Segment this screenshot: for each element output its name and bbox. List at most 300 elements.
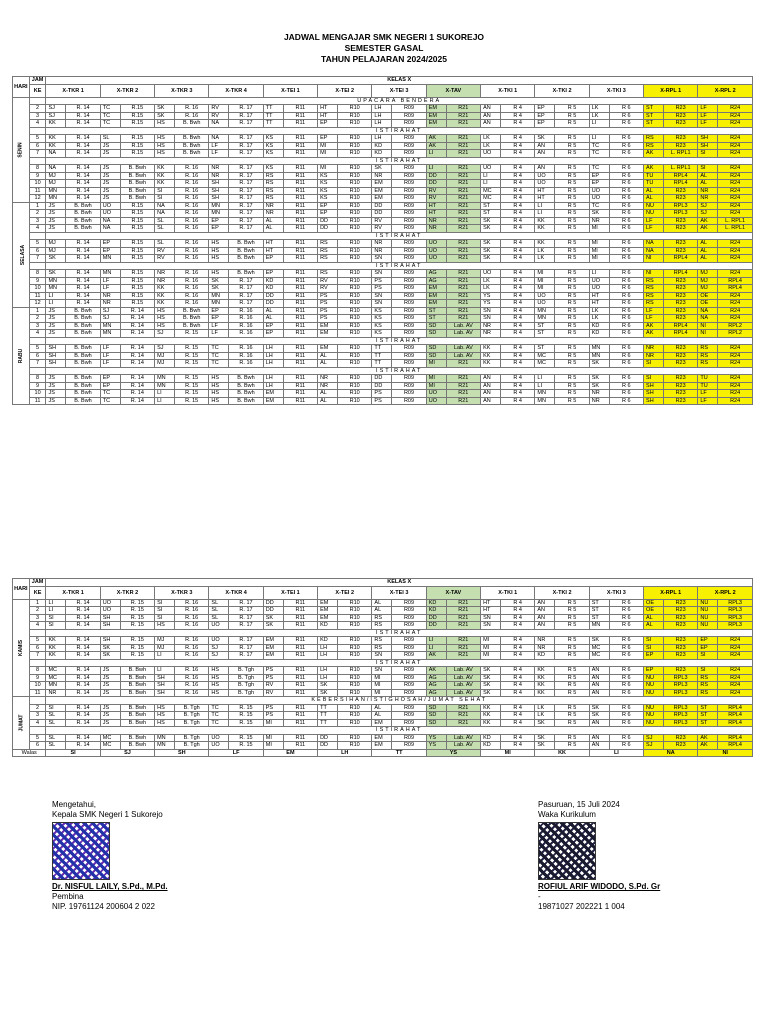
room-code: R. 14 bbox=[66, 607, 100, 615]
teacher-code: KK bbox=[46, 142, 66, 150]
room-code: R. 14 bbox=[120, 352, 154, 360]
teacher-code: RS bbox=[644, 285, 664, 293]
break-note: ISTIRAHAT bbox=[46, 232, 753, 240]
teacher-code: ST bbox=[426, 315, 446, 323]
room-code: R. 16 bbox=[174, 674, 208, 682]
header-row-1 bbox=[13, 77, 753, 85]
teacher-code: EP bbox=[263, 255, 283, 263]
teacher-code: SJ bbox=[100, 315, 120, 323]
room-code: B. Bwh bbox=[66, 202, 100, 210]
period-number: 11 bbox=[29, 187, 46, 195]
room-code: R. 14 bbox=[66, 277, 100, 285]
room-code: R24 bbox=[718, 375, 753, 383]
teacher-code: EP bbox=[318, 210, 338, 218]
teacher-code: AG bbox=[426, 674, 446, 682]
teacher-code: SN bbox=[372, 292, 392, 300]
teacher-code: HS bbox=[155, 622, 175, 630]
teacher-code: EP bbox=[698, 644, 718, 652]
teacher-code: LI bbox=[426, 165, 446, 173]
room-code: R10 bbox=[337, 210, 371, 218]
room-code: R 6 bbox=[609, 352, 643, 360]
teacher-code: NU bbox=[644, 682, 664, 690]
teacher-code: UO bbox=[481, 165, 501, 173]
teacher-code: SN bbox=[372, 300, 392, 308]
lesson-row bbox=[13, 607, 753, 615]
teacher-code: NU bbox=[698, 614, 718, 622]
room-code: R11 bbox=[283, 682, 317, 690]
room-code: R 4 bbox=[500, 240, 534, 248]
teacher-code: JS bbox=[46, 330, 66, 338]
period-number bbox=[29, 367, 46, 375]
teacher-code: MI bbox=[318, 165, 338, 173]
teacher-code: LH bbox=[372, 105, 392, 113]
room-code: B. Bwh bbox=[229, 382, 263, 390]
period-number: 9 bbox=[29, 172, 46, 180]
room-code: R24 bbox=[718, 644, 753, 652]
teacher-code: UO bbox=[589, 187, 609, 195]
room-code: R10 bbox=[337, 172, 371, 180]
teacher-code: LF bbox=[698, 112, 718, 120]
teacher-code: UO bbox=[100, 202, 120, 210]
room-code: R11 bbox=[283, 240, 317, 248]
teacher-code: RS bbox=[263, 195, 283, 203]
teacher-code: EM bbox=[372, 195, 392, 203]
room-code: B. Tgh bbox=[229, 674, 263, 682]
teacher-code: MI bbox=[263, 742, 283, 750]
teacher-code: AK bbox=[426, 135, 446, 143]
teacher-code: HS bbox=[209, 689, 229, 697]
teacher-code: SI bbox=[698, 667, 718, 675]
teacher-code: TT bbox=[318, 704, 338, 712]
room-code: R.15 bbox=[120, 225, 154, 233]
teacher-code: HS bbox=[155, 719, 175, 727]
teacher-code: AK bbox=[698, 742, 718, 750]
lesson-row bbox=[13, 195, 753, 203]
teacher-code: SK bbox=[209, 277, 229, 285]
room-code: R09 bbox=[392, 300, 426, 308]
teacher-code: SK bbox=[318, 682, 338, 690]
lesson-row bbox=[13, 135, 753, 143]
teacher-code: DD bbox=[318, 225, 338, 233]
teacher-code: HT bbox=[263, 247, 283, 255]
room-code: R. 14 bbox=[120, 307, 154, 315]
teacher-code: MC bbox=[535, 352, 555, 360]
room-code: B. Tgh bbox=[229, 667, 263, 675]
teacher-code: RV bbox=[426, 195, 446, 203]
teacher-code: EM bbox=[372, 180, 392, 188]
teacher-code: NR bbox=[589, 397, 609, 405]
room-code: R09 bbox=[392, 689, 426, 697]
teacher-code: MN bbox=[589, 622, 609, 630]
kelas-header: KELAS X bbox=[46, 77, 753, 85]
room-code: R 5 bbox=[555, 704, 589, 712]
teacher-code: KK bbox=[46, 644, 66, 652]
lesson-row bbox=[13, 667, 753, 675]
teacher-code: LF bbox=[100, 285, 120, 293]
teacher-code: TT bbox=[263, 105, 283, 113]
room-code: R23 bbox=[663, 142, 697, 150]
room-code: R09 bbox=[392, 112, 426, 120]
lesson-row bbox=[13, 105, 753, 113]
teacher-code: TC bbox=[589, 165, 609, 173]
room-code: R 6 bbox=[609, 150, 643, 158]
teacher-code: HS bbox=[155, 150, 175, 158]
room-code: R24 bbox=[718, 345, 753, 353]
room-code: R 5 bbox=[555, 360, 589, 368]
room-code: R 5 bbox=[555, 195, 589, 203]
class-header: X-TKR 3 bbox=[155, 84, 209, 97]
room-code: R. 16 bbox=[174, 247, 208, 255]
teacher-code: SJ bbox=[155, 345, 175, 353]
teacher-code: SD bbox=[426, 704, 446, 712]
room-code: B. Bwh bbox=[66, 360, 100, 368]
teacher-code: NA bbox=[155, 202, 175, 210]
room-code: R 4 bbox=[500, 150, 534, 158]
teacher-code: ST bbox=[698, 712, 718, 720]
teacher-code: MJ bbox=[698, 270, 718, 278]
teacher-code: EM bbox=[263, 637, 283, 645]
room-code: R23 bbox=[663, 247, 697, 255]
teacher-code: JS bbox=[100, 674, 120, 682]
teacher-code: MJ bbox=[155, 360, 175, 368]
room-code: R. 15 bbox=[229, 734, 263, 742]
teacher-code: KK bbox=[535, 225, 555, 233]
teacher-code: LK bbox=[535, 247, 555, 255]
teacher-code: EP bbox=[644, 667, 664, 675]
teacher-code: YS bbox=[426, 734, 446, 742]
teacher-code: SL bbox=[46, 719, 66, 727]
room-code: R 5 bbox=[555, 719, 589, 727]
room-code: R10 bbox=[337, 322, 371, 330]
room-code: R10 bbox=[337, 142, 371, 150]
room-code: R 6 bbox=[609, 255, 643, 263]
room-code: R 6 bbox=[609, 105, 643, 113]
room-code: B. Bwh bbox=[120, 712, 154, 720]
jam-header: JAM bbox=[29, 77, 46, 85]
room-code: R. 17 bbox=[229, 607, 263, 615]
room-code: L. RPL1 bbox=[718, 225, 753, 233]
teacher-code: MN bbox=[46, 277, 66, 285]
room-code: B. Bwh bbox=[66, 352, 100, 360]
teacher-code: KK bbox=[481, 360, 501, 368]
room-code: R 5 bbox=[555, 734, 589, 742]
teacher-code: TC bbox=[100, 397, 120, 405]
lesson-row bbox=[13, 210, 753, 218]
room-code: R10 bbox=[337, 165, 371, 173]
break-row bbox=[13, 97, 753, 105]
room-code: B. Bwh bbox=[174, 307, 208, 315]
lesson-row bbox=[13, 120, 753, 128]
room-code: R23 bbox=[663, 397, 697, 405]
teacher-code: SL bbox=[155, 225, 175, 233]
teacher-code: LF bbox=[209, 322, 229, 330]
period-number: 6 bbox=[29, 247, 46, 255]
room-code: R24 bbox=[718, 172, 753, 180]
teacher-code: EP bbox=[209, 217, 229, 225]
teacher-code: RV bbox=[318, 277, 338, 285]
teacher-code: EM bbox=[318, 614, 338, 622]
room-code: R10 bbox=[337, 375, 371, 383]
teacher-code: HS bbox=[155, 704, 175, 712]
teacher-code: NA bbox=[644, 240, 664, 248]
teacher-code: NU bbox=[698, 607, 718, 615]
walas-value: LI bbox=[589, 749, 643, 757]
room-code: R23 bbox=[663, 375, 697, 383]
room-code: R 4 bbox=[500, 390, 534, 398]
room-code: R. 14 bbox=[66, 187, 100, 195]
teacher-code: MN bbox=[209, 292, 229, 300]
room-code: R09 bbox=[392, 674, 426, 682]
teacher-code: RV bbox=[263, 682, 283, 690]
room-code: R09 bbox=[392, 637, 426, 645]
teacher-code: JS bbox=[46, 322, 66, 330]
teacher-code: MC bbox=[46, 667, 66, 675]
teacher-code: RS bbox=[318, 247, 338, 255]
walas-row bbox=[13, 749, 753, 757]
room-code: R 6 bbox=[609, 195, 643, 203]
room-code: R 5 bbox=[555, 142, 589, 150]
teacher-code: LK bbox=[589, 112, 609, 120]
teacher-code: EM bbox=[318, 599, 338, 607]
room-code: R11 bbox=[283, 270, 317, 278]
teacher-code: UO bbox=[209, 742, 229, 750]
teacher-code: SK bbox=[481, 689, 501, 697]
teacher-code: AN bbox=[535, 614, 555, 622]
teacher-code: AL bbox=[318, 397, 338, 405]
room-code: R. 14 bbox=[120, 345, 154, 353]
period-number: 12 bbox=[29, 300, 46, 308]
teacher-code: DD bbox=[263, 607, 283, 615]
room-code: R 4 bbox=[500, 375, 534, 383]
teacher-code: KK bbox=[535, 667, 555, 675]
teacher-code: NU bbox=[644, 704, 664, 712]
room-code: R21 bbox=[446, 360, 480, 368]
teacher-code: KD bbox=[589, 322, 609, 330]
teacher-code: JS bbox=[46, 390, 66, 398]
teacher-code: EM bbox=[372, 742, 392, 750]
room-code: R23 bbox=[663, 240, 697, 248]
teacher-code: HT bbox=[589, 292, 609, 300]
teacher-code: MN bbox=[209, 300, 229, 308]
room-code: R. 17 bbox=[229, 150, 263, 158]
room-code: R21 bbox=[446, 195, 480, 203]
teacher-code: LH bbox=[318, 667, 338, 675]
class-header: X-TEI 2 bbox=[318, 586, 372, 599]
period-number bbox=[29, 232, 46, 240]
room-code: B. Bwh bbox=[120, 667, 154, 675]
room-code: RPL4 bbox=[718, 712, 753, 720]
teacher-code: MI bbox=[426, 360, 446, 368]
room-code: R. 16 bbox=[174, 202, 208, 210]
teacher-code: ST bbox=[644, 105, 664, 113]
teacher-code: SH bbox=[644, 397, 664, 405]
teacher-code: LF bbox=[644, 217, 664, 225]
room-code: R 6 bbox=[609, 682, 643, 690]
teacher-code: MN bbox=[100, 330, 120, 338]
lesson-row bbox=[13, 187, 753, 195]
room-code: R21 bbox=[446, 172, 480, 180]
room-code: R 5 bbox=[555, 307, 589, 315]
room-code: R10 bbox=[337, 719, 371, 727]
teacher-code: UO bbox=[535, 172, 555, 180]
room-code: R 4 bbox=[500, 202, 534, 210]
room-code: R 4 bbox=[500, 300, 534, 308]
teacher-code: HS bbox=[209, 674, 229, 682]
teacher-code: MI bbox=[589, 240, 609, 248]
room-code: R. 15 bbox=[229, 704, 263, 712]
room-code: R21 bbox=[446, 180, 480, 188]
room-code: B. Tgh bbox=[174, 742, 208, 750]
teacher-code: JS bbox=[46, 307, 66, 315]
room-code: R 6 bbox=[609, 360, 643, 368]
lesson-row bbox=[13, 150, 753, 158]
room-code: R 4 bbox=[500, 195, 534, 203]
teacher-code: UO bbox=[481, 270, 501, 278]
break-row bbox=[13, 629, 753, 637]
room-code: R09 bbox=[392, 240, 426, 248]
room-code: R. 14 bbox=[120, 322, 154, 330]
room-code: R09 bbox=[392, 195, 426, 203]
room-code: R10 bbox=[337, 120, 371, 128]
room-code: R. 16 bbox=[174, 165, 208, 173]
room-code: R23 bbox=[663, 352, 697, 360]
room-code: R. 17 bbox=[229, 210, 263, 218]
teacher-code: UO bbox=[426, 247, 446, 255]
room-code: R. 14 bbox=[66, 135, 100, 143]
room-code: R10 bbox=[337, 240, 371, 248]
room-code: R 6 bbox=[609, 292, 643, 300]
room-code: R 5 bbox=[555, 614, 589, 622]
teacher-code: AN bbox=[535, 622, 555, 630]
room-code: R09 bbox=[392, 397, 426, 405]
lesson-row bbox=[13, 397, 753, 405]
teacher-code: TU bbox=[644, 180, 664, 188]
room-code: R09 bbox=[392, 150, 426, 158]
room-code: R 6 bbox=[609, 614, 643, 622]
teacher-code: LI bbox=[535, 375, 555, 383]
room-code: R23 bbox=[663, 644, 697, 652]
teacher-code: RS bbox=[318, 255, 338, 263]
room-code: R.15 bbox=[120, 247, 154, 255]
room-code: R11 bbox=[283, 300, 317, 308]
teacher-code: MJ bbox=[46, 180, 66, 188]
room-code: RPL3 bbox=[663, 704, 697, 712]
teacher-code: SK bbox=[100, 652, 120, 660]
teacher-code: EP bbox=[100, 240, 120, 248]
room-code: R09 bbox=[392, 734, 426, 742]
teacher-code: JS bbox=[46, 315, 66, 323]
teacher-code: KK bbox=[535, 217, 555, 225]
teacher-code: RS bbox=[372, 622, 392, 630]
room-code: R 4 bbox=[500, 142, 534, 150]
room-code: R21 bbox=[446, 202, 480, 210]
room-code: R24 bbox=[718, 135, 753, 143]
walas-value: SH bbox=[155, 749, 209, 757]
room-code: R09 bbox=[392, 330, 426, 338]
teacher-code: EP bbox=[263, 330, 283, 338]
teacher-code: LF bbox=[209, 330, 229, 338]
break-row bbox=[13, 262, 753, 270]
period-number: 1 bbox=[29, 202, 46, 210]
room-code: L. RPL1 bbox=[718, 217, 753, 225]
class-header: X-TEI 1 bbox=[263, 586, 317, 599]
room-code: B. Bwh bbox=[66, 217, 100, 225]
teacher-code: SK bbox=[589, 360, 609, 368]
teacher-code: LF bbox=[100, 352, 120, 360]
teacher-code: UO bbox=[535, 180, 555, 188]
teacher-code: MN bbox=[46, 682, 66, 690]
teacher-code: AN bbox=[481, 105, 501, 113]
room-code: R 5 bbox=[555, 382, 589, 390]
teacher-code: TC bbox=[100, 112, 120, 120]
teacher-code: MJ bbox=[698, 277, 718, 285]
room-code: R11 bbox=[283, 614, 317, 622]
room-code: R. 17 bbox=[229, 120, 263, 128]
room-code: R 4 bbox=[500, 210, 534, 218]
teacher-code: EM bbox=[318, 607, 338, 615]
teacher-code: NI bbox=[644, 270, 664, 278]
teacher-code: SD bbox=[426, 352, 446, 360]
walas-label: Walas bbox=[13, 749, 46, 757]
teacher-code: NU bbox=[698, 599, 718, 607]
room-code: R.15 bbox=[120, 202, 154, 210]
teacher-code: SL bbox=[155, 217, 175, 225]
room-code: R.15 bbox=[120, 210, 154, 218]
period-number: 2 bbox=[29, 704, 46, 712]
hari-header: HARI bbox=[13, 579, 30, 600]
day-name: SELASA bbox=[20, 244, 27, 265]
teacher-code: AN bbox=[481, 390, 501, 398]
room-code: R. 17 bbox=[229, 644, 263, 652]
sig-left-line1: Mengetahui, bbox=[52, 800, 97, 809]
teacher-code: RS bbox=[318, 270, 338, 278]
room-code: R10 bbox=[337, 644, 371, 652]
room-code: R.15 bbox=[120, 112, 154, 120]
room-code: R. 14 bbox=[120, 382, 154, 390]
teacher-code: NR bbox=[263, 202, 283, 210]
teacher-code: NR bbox=[589, 390, 609, 398]
teacher-code: MN bbox=[46, 187, 66, 195]
room-code: R21 bbox=[446, 142, 480, 150]
teacher-code: MN bbox=[209, 202, 229, 210]
teacher-code: AN bbox=[589, 742, 609, 750]
teacher-code: SH bbox=[46, 345, 66, 353]
room-code: R 5 bbox=[555, 712, 589, 720]
class-header: X-TEI 2 bbox=[318, 84, 372, 97]
room-code: R23 bbox=[663, 285, 697, 293]
lesson-row bbox=[13, 307, 753, 315]
break-note: ISTIRAHAT bbox=[46, 337, 753, 345]
room-code: R 6 bbox=[609, 187, 643, 195]
room-code: R 4 bbox=[500, 165, 534, 173]
room-code: R. 14 bbox=[66, 195, 100, 203]
teacher-code: KD bbox=[535, 652, 555, 660]
room-code: R 5 bbox=[555, 180, 589, 188]
room-code: RPL4 bbox=[718, 719, 753, 727]
room-code: R09 bbox=[392, 607, 426, 615]
room-code: B. Bwh bbox=[229, 375, 263, 383]
teacher-code: MI bbox=[318, 150, 338, 158]
teacher-code: KS bbox=[263, 142, 283, 150]
room-code: R. 16 bbox=[174, 112, 208, 120]
teacher-code: MI bbox=[589, 225, 609, 233]
break-note: ISTIRAHAT bbox=[46, 629, 753, 637]
room-code: R. 14 bbox=[66, 719, 100, 727]
room-code: R09 bbox=[392, 390, 426, 398]
class-header: X-TKI 3 bbox=[589, 84, 643, 97]
signature-block bbox=[52, 800, 732, 920]
room-code: R 5 bbox=[555, 637, 589, 645]
